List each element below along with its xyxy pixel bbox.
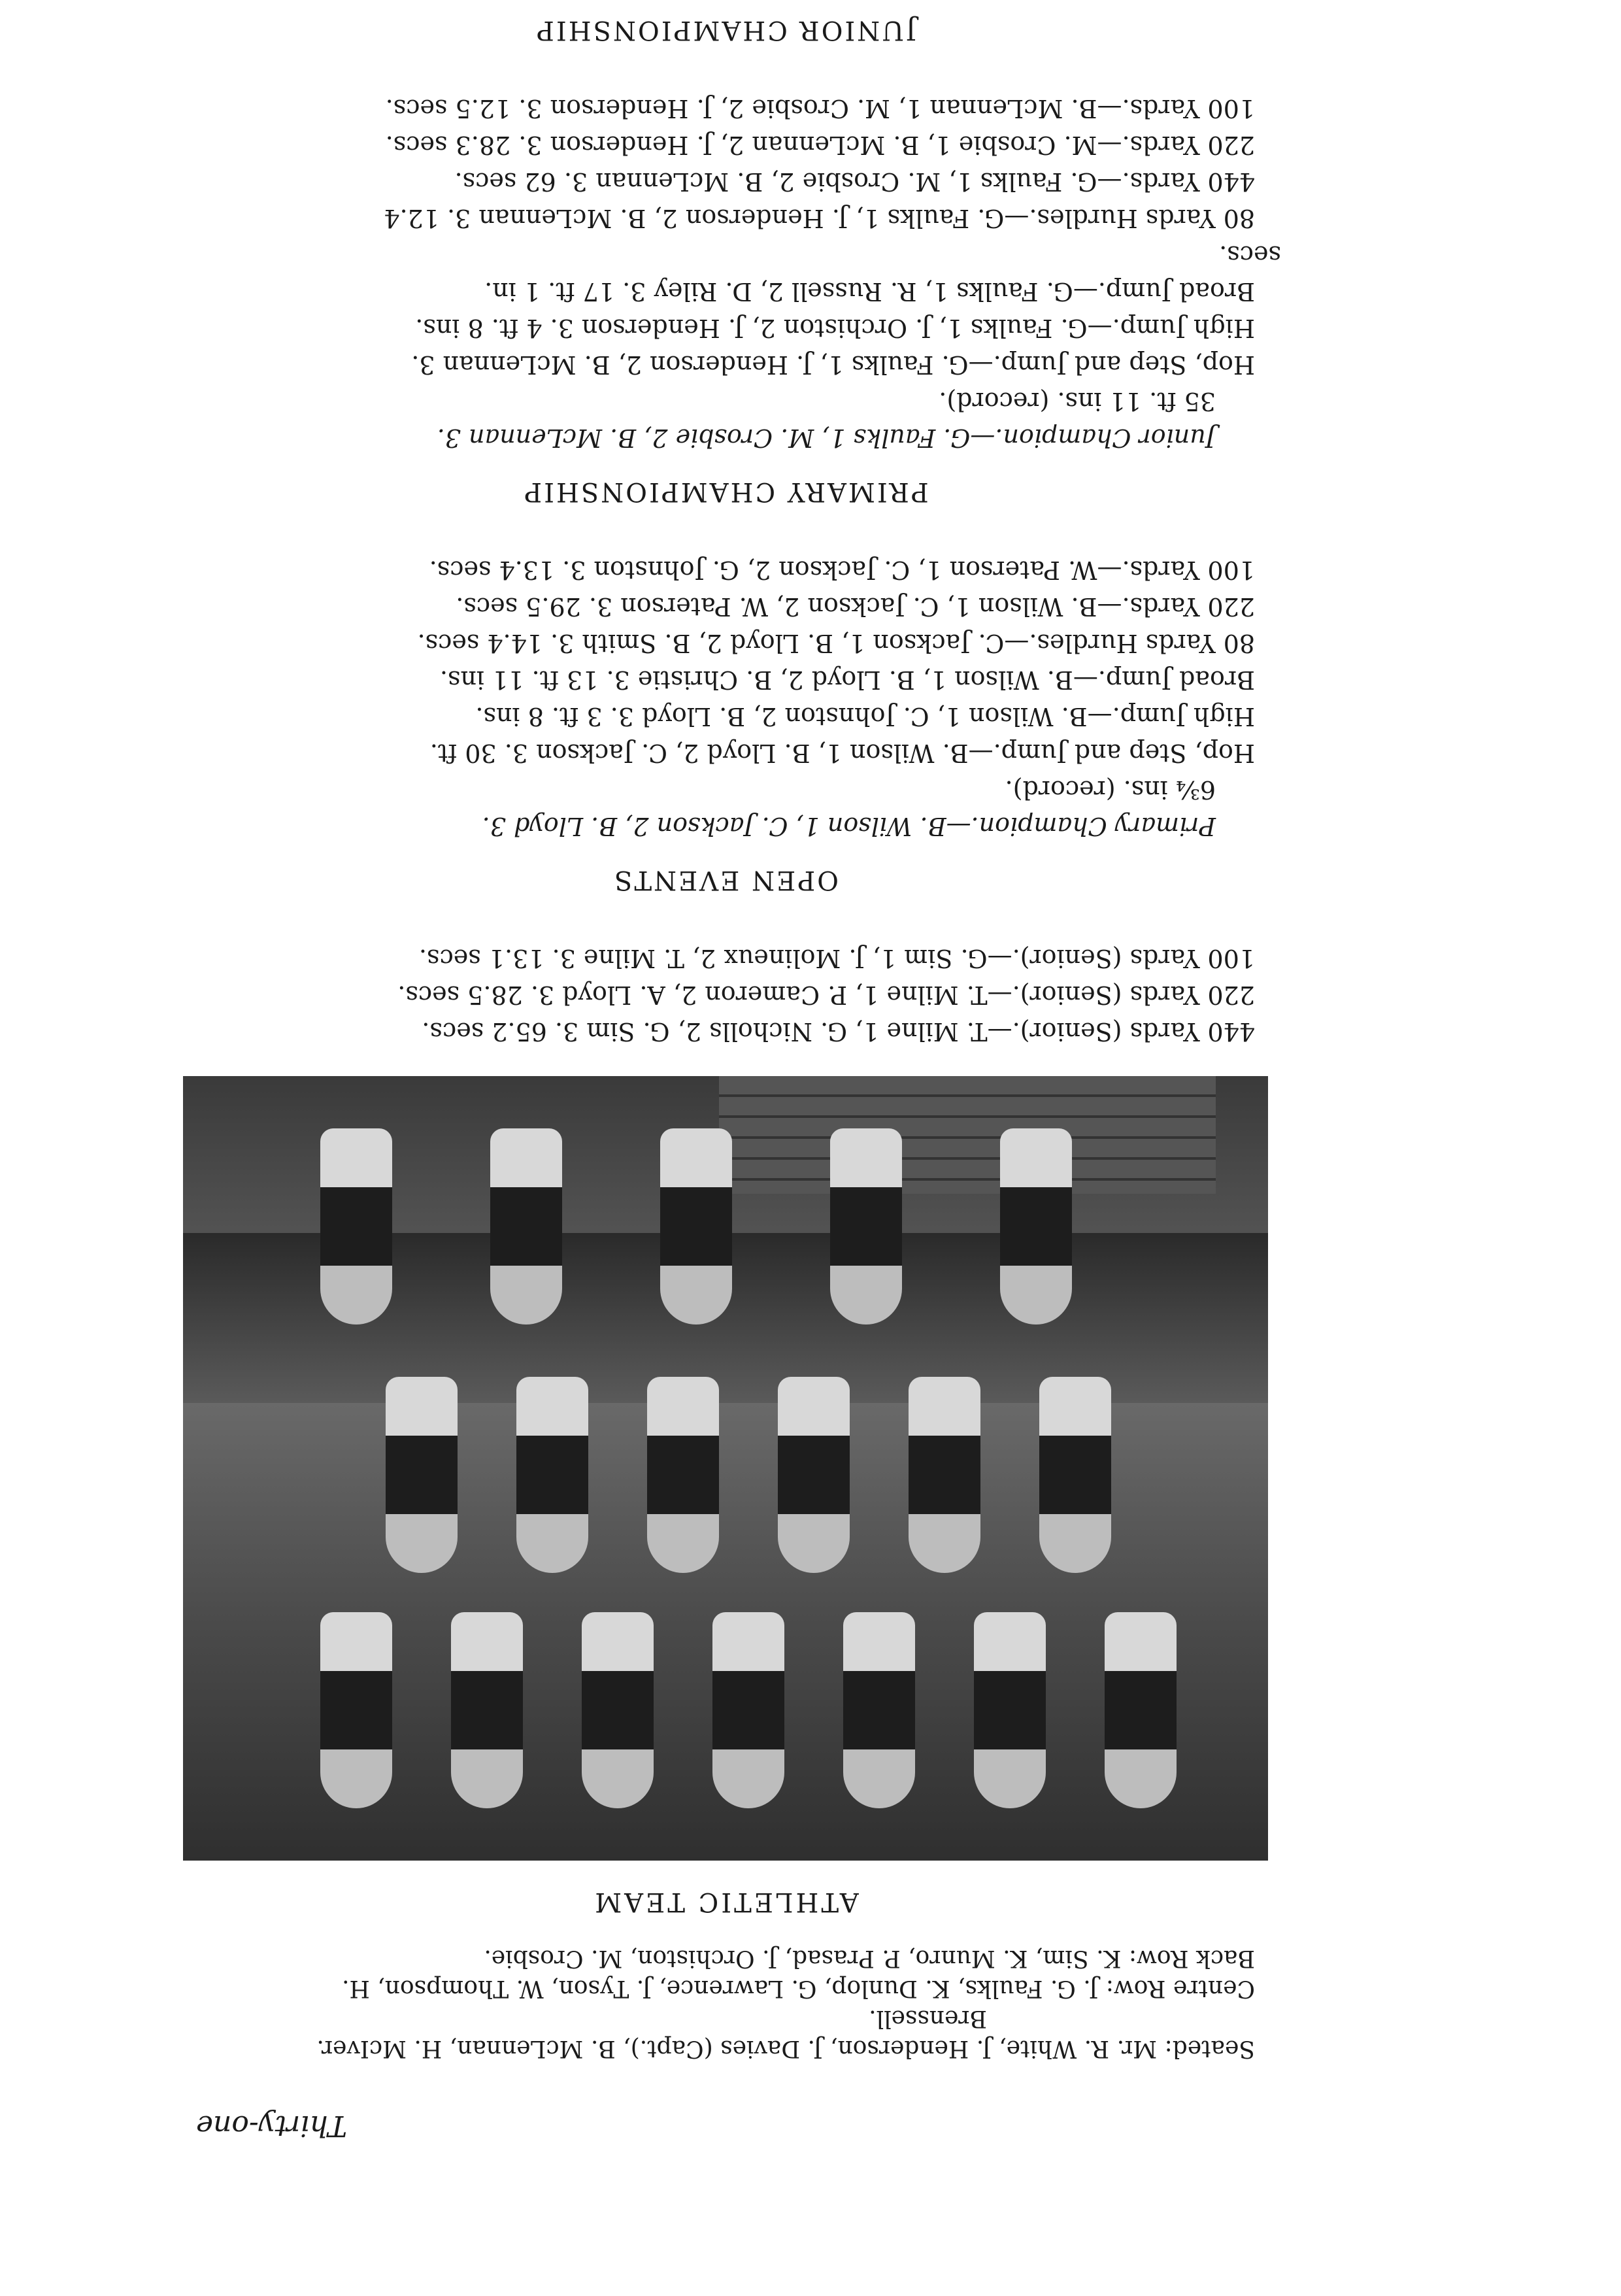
caption-centre-row-cont: Brenssell. <box>869 2005 987 2032</box>
caption-seated: Seated: Mr. R. White, J. Henderson, J. Davies (Capt.), B. McLennan, H. McIver. <box>316 2035 1255 2062</box>
junior-line-secs: secs. <box>1219 241 1281 269</box>
primary-line: Broad Jump.—B. Wilson 1, B. Lloyd 2, B. Christie 3. 13 ft. 11 ins. <box>439 666 1255 694</box>
caption-centre-row: Centre Row: J. G. Faulks, K. Dunlop, G. Lawrence, J. Tyson, W. Thompson, H. <box>342 1975 1255 2002</box>
photo-figure <box>830 1128 902 1325</box>
junior-line: 440 Yards.—G. Faulks 1, M. Crosbie 2, B. McLennan 3. 62 secs. <box>454 167 1255 196</box>
photo-figure <box>778 1377 850 1573</box>
primary-line-cont: 6¾ ins. (record). <box>1005 775 1216 804</box>
photo-figure <box>1000 1128 1072 1325</box>
open-events-title: OPEN EVENTS <box>612 865 839 895</box>
page-number: Thirty-one <box>196 2109 348 2142</box>
photo-figure <box>516 1377 588 1573</box>
photo-figure <box>451 1612 523 1808</box>
junior-championship-title: JUNIOR CHAMPIONSHIP <box>535 15 917 45</box>
photo-figure <box>1105 1612 1177 1808</box>
photo-figure <box>386 1377 458 1573</box>
open-events-section <box>196 862 1255 1050</box>
photo-brick-wall <box>719 1076 1216 1194</box>
primary-championship-section <box>196 473 1255 845</box>
junior-line-cont: 35 ft. 11 ins. (record). <box>939 387 1216 416</box>
junior-champion: Junior Champion.—G. Faulks 1, M. Crosbie 2, B. McLennan 3. <box>437 424 1216 452</box>
caption-back-row: Back Row: K. Sim, K. Munro, P. Prasad, J. Orchiston, M. Crosbie. <box>484 1945 1255 1972</box>
photo-figure <box>712 1612 784 1808</box>
caption-title: ATHLETIC TEAM <box>592 1887 859 1917</box>
photo-figure <box>843 1612 915 1808</box>
photo-caption <box>196 1887 1255 2063</box>
photo-figure <box>647 1377 719 1573</box>
open-events-line: 440 Yards (Senior).—T. Milne 1, G. Nicholls 2, G. Sim 3. 65.2 secs. <box>422 1017 1255 1046</box>
primary-champion: Primary Champion.—B. Wilson 1, C. Jackson 2, B. Lloyd 3. <box>482 812 1216 841</box>
photo-figure <box>1039 1377 1111 1573</box>
junior-line: 220 Yards.—M. Crosbie 1, B. McLennan 2, J. Henderson 3. 28.3 secs. <box>385 131 1255 160</box>
open-events-line: 220 Yards (Senior).—T. Milne 1, P. Cameron 2, A. Lloyd 3. 28.5 secs. <box>397 981 1255 1009</box>
open-events-line: 100 Yards (Senior).—G. Sim 1, J. Molineux 2, T. Milne 3. 13.1 secs. <box>418 944 1255 973</box>
primary-championship-title: PRIMARY CHAMPIONSHIP <box>522 477 929 507</box>
primary-line: 100 Yards.—W. Paterson 1, C. Jackson 2, G. Johnston 3. 13.4 secs. <box>429 556 1255 584</box>
junior-line: 100 Yards.—B. McLennan 1, M. Crosbie 2, J. Henderson 3. 12.5 secs. <box>385 94 1255 123</box>
primary-line: 80 Yards Hurdles.—C. Jackson 1, B. Lloyd 2, B. Smith 3. 14.4 secs. <box>417 629 1255 658</box>
photo-figure <box>582 1612 654 1808</box>
photo-figure <box>320 1128 392 1325</box>
team-photograph <box>183 1076 1268 1861</box>
photo-figure <box>490 1128 562 1325</box>
junior-line: Hop, Step and Jump.—G. Faulks 1, J. Henderson 2, B. McLennan 3. <box>411 350 1255 379</box>
primary-line: High Jump.—B. Wilson 1, C. Johnston 2, B. Lloyd 3. 3 ft. 8 ins. <box>475 702 1255 731</box>
primary-line: Hop, Step and Jump.—B. Wilson 1, B. Lloyd 2, C. Jackson 3. 30 ft. <box>429 739 1255 768</box>
junior-championship-section <box>196 12 1281 456</box>
junior-line: High Jump.—G. Faulks 1, J. Orchiston 2, J. Henderson 3. 4 ft. 8 ins. <box>415 314 1255 343</box>
photo-figure <box>909 1377 980 1573</box>
primary-line: 220 Yards.—B. Wilson 1, C. Jackson 2, W. Paterson 3. 29.5 secs. <box>456 592 1255 621</box>
junior-line: 80 Yards Hurdles.—G. Faulks 1, J. Henderson 2, B. McLennan 3. 12.4 <box>384 204 1255 233</box>
photo-figure <box>660 1128 732 1325</box>
photo-figure <box>974 1612 1046 1808</box>
page-content <box>196 0 1281 2142</box>
photo-figure <box>320 1612 392 1808</box>
junior-line: Broad Jump.—G. Faulks 1, R. Russell 2, D. Riley 3. 17 ft. 1 in. <box>484 277 1255 306</box>
